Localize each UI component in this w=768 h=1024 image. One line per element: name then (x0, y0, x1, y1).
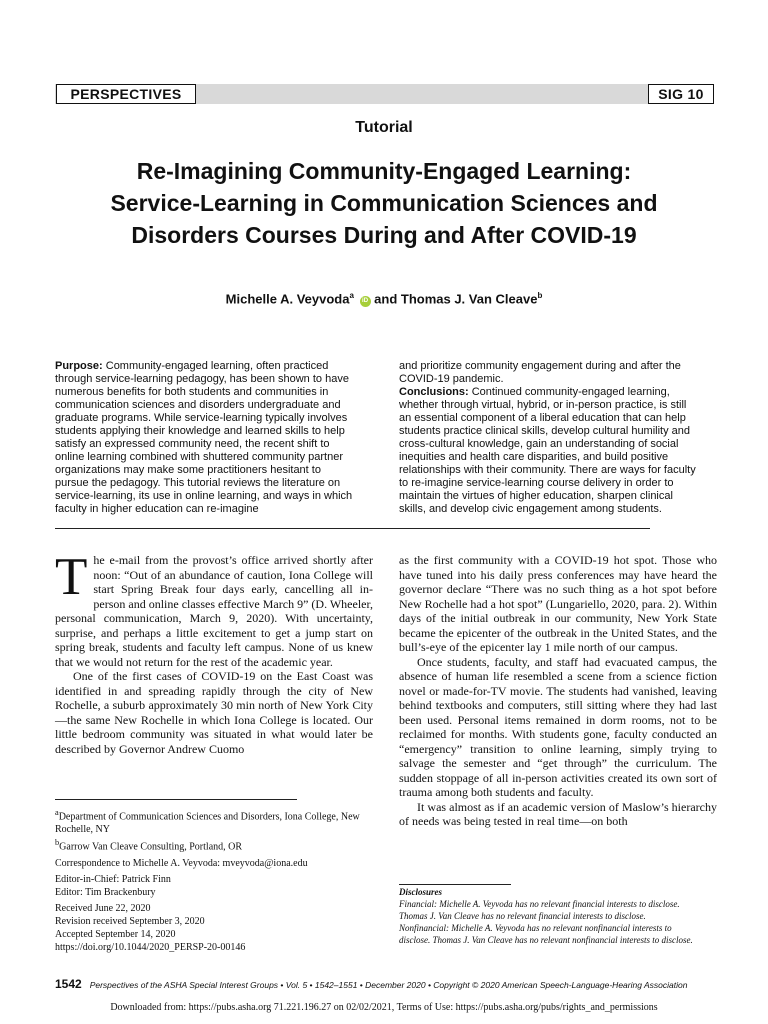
abstract-right (399, 360, 699, 516)
body-paragraph: The e-mail from the provost’s office arrived shortly after noon: “Out of an abundance of caution, Iona College will start Spring Break four days early, cancelling all in-person and online classes effective March 9” (D. Wheeler, personal communication, March 9, 2020). With uncertainty, surprise, and perhaps a little excitement to get a jump start on spring break, students and faculty left campus. None of us knew that we would not return for the rest of the academic year. (55, 548, 374, 669)
footnotes (55, 806, 375, 954)
download-notice: Downloaded from: https://pubs.asha.org 71.221.196.27 on 02/02/2021, Terms of Use: https://pubs.asha.org/pubs/rights_and_permissions (110, 1002, 658, 1013)
body-column-right (399, 553, 717, 829)
body-paragraph: One of the first cases of COVID-19 on the East Coast was identified in and spreading rapidly through the city of New Rochelle, a suburb approximately 30 min north of New York City—the same New Rochelle in which Iona College is located. Our little bedroom community was situated in what would later be described by Governor Andrew Cuomo (55, 669, 373, 756)
doi-link[interactable]: https://doi.org/10.1044/2020_PERSP-20-00146 (55, 941, 246, 953)
author-line (0, 291, 768, 307)
abstract-left (55, 360, 355, 516)
disclosures-rule (399, 884, 511, 885)
editor: Editor: Tim Brackenbury (55, 886, 156, 898)
page-footer (55, 977, 715, 991)
conclusions-label: Conclusions: (399, 386, 469, 398)
page-number: 1542 (55, 977, 82, 991)
author-connector: and (370, 291, 401, 307)
purpose-text: Community-engaged learning, often practiced through service-learning pedagogy, has been shown to have numerous benefits for both students and communities in communication sciences and disorders undergraduate and graduate programs. While service-learning typically involves students applying their knowledge and learned skills to help satisfy an expressed community need, the recent shift to online learning combined with shuttered community partner organizations may make some practitioners hesitant to pursue the pedagogy. This tutorial reviews the literature on service-learning, its use in online learning, and ways in which faculty in higher education can re-imagine (55, 360, 353, 515)
author-name: Thomas J. Van Cleave (400, 291, 538, 307)
article-type: Tutorial (355, 119, 413, 136)
correspondence: Correspondence to Michelle A. Veyvoda: mveyvoda@iona.edu (55, 857, 308, 869)
disclosures (399, 886, 717, 946)
affiliation-a: $^a$Department of Communication Sciences and Disorders, Iona College, New Rochelle, NY (55, 808, 360, 836)
editor-in-chief: Editor-in-Chief: Patrick Finn (55, 873, 171, 885)
disclosures-heading: Disclosures (399, 887, 443, 897)
affiliation-b: $^b$Garrow Van Cleave Consulting, Portland, OR (55, 838, 243, 853)
disclosure-line: Thomas J. Van Cleave has no relevant financial interests to disclose. (399, 911, 646, 921)
body-paragraph: Once students, faculty, and staff had evacuated campus, the absence of human life resembled a scene from a science fiction novel or made-for-TV movie. The students had vanished, leaving behind textbooks and computers, still sitting where they had last been used. Personal items remained in dorm rooms, not to be reclaimed for months. With students gone, faculty conducted an “emergency” transition to online learning, simply trying to salvage the semester and “get through” the curriculum. The sudden stoppage of all in-person activities created its own sort of trauma among both students and faculty. (399, 654, 717, 799)
accepted-date: Accepted September 14, 2020 (55, 928, 176, 940)
body-paragraph: as the first community with a COVID-19 hot spot. Those who have tuned into his daily press conferences may have heard the governor declare “There was no such thing as a hot spot before New Rochelle had a hot spot” (Lungariello, 2020, para. 2). Within days of the initial outbreak in our community, New York State became the epicenter of the outbreak in the United States, and the bull’s-eye of the epicenter lay 1 mile north of our campus. (399, 553, 717, 654)
sig-label: SIG 10 (648, 84, 714, 104)
body-column-left (55, 548, 374, 756)
purpose-label: Purpose: (55, 360, 103, 372)
disclosure-line: disclose. Thomas J. Van Cleave has no relevant nonfinancial interests to disclose. (399, 935, 693, 945)
orcid-icon[interactable]: iD (360, 296, 371, 307)
body-paragraph: It was almost as if an academic version of Maslow’s hierarchy of needs was being tested in real time—on both (399, 799, 717, 828)
purpose-continuation: and prioritize community engagement during and after the COVID-19 pandemic. (399, 360, 681, 385)
revision-date: Revision received September 3, 2020 (55, 915, 205, 927)
affiliation-marker: a (349, 291, 354, 300)
received-date: Received June 22, 2020 (55, 902, 151, 914)
drop-cap: T (55, 548, 88, 606)
disclosure-line: Financial: Michelle A. Veyvoda has no relevant financial interests to disclose. (399, 899, 680, 909)
affiliation-marker: b (537, 291, 543, 300)
disclosure-line: Nonfinancial: Michelle A. Veyvoda has no relevant nonfinancial interests to (399, 923, 672, 933)
conclusions-text: Continued community-engaged learning, whether through virtual, hybrid, or in-person practice, is still an essential component of a liberal education that can help students practice clinical skills, develop cultural humility and cross-cultural knowledge, gain an understanding of social inequities and health care disparities, and build positive relationships with their community. There are ways for faculty to re-imagine service-learning course delivery in order to maintain the virtues of higher education, sharpen clinical skills, and develop civic engagement among students. (399, 386, 696, 515)
abstract-divider (55, 528, 650, 529)
author-name: Michelle A. Veyvoda (225, 291, 350, 307)
conclusions-paragraph (399, 386, 699, 516)
section-label: PERSPECTIVES (56, 84, 196, 104)
article-title: Re-Imagining Community-Engaged Learning: Service-Learning in Communication Sciences and Disorders Courses During and After COVID-19 (110, 158, 658, 248)
footnote-rule (55, 799, 297, 800)
journal-citation: Perspectives of the ASHA Special Interest Groups • Vol. 5 • 1542–1551 • December 2020 • Copyright © 2020 American Speech-Language-Hearing Association (89, 980, 688, 990)
